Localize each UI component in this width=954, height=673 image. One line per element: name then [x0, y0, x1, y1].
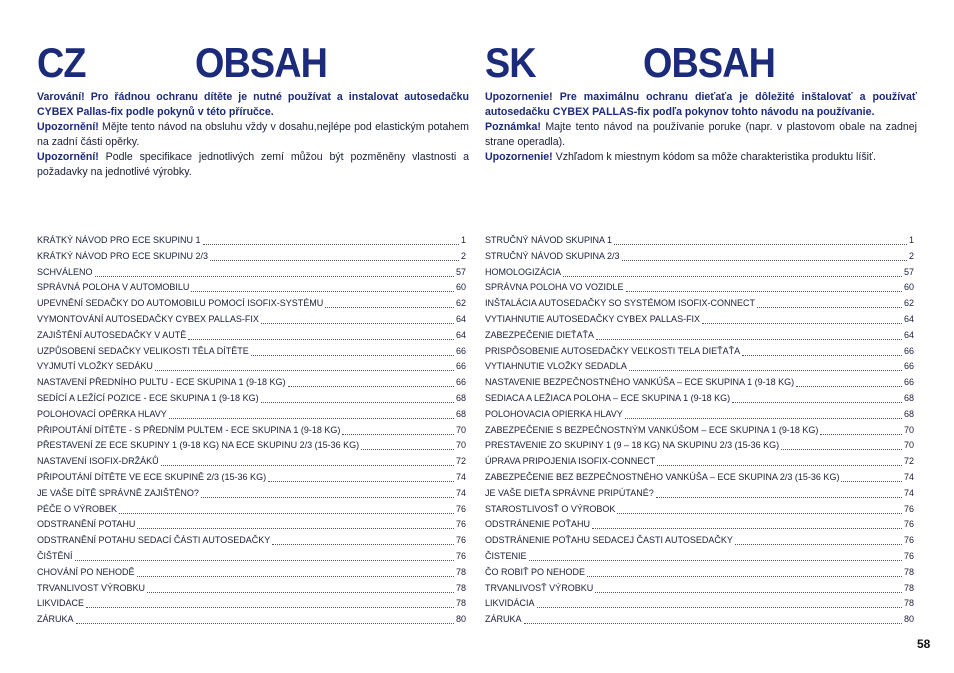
dot-leader [702, 312, 902, 324]
toc-entry[interactable] [485, 296, 914, 312]
dot-leader [342, 423, 454, 435]
toc-entry-label: STRUČNÝ NÁVOD SKUPINA 1 [485, 235, 613, 245]
toc-entry-page: 68 [903, 408, 914, 419]
dot-leader [781, 438, 902, 450]
toc-entry-label: NASTAVENÍ ISOFIX-DRŽÁKŮ [37, 456, 159, 467]
note-text: Majte tento návod na používanie poruke (napr. v plastovom obale na zadnej strane operadla). [485, 121, 917, 148]
note-paragraph [37, 120, 469, 150]
toc-entry[interactable] [485, 486, 914, 502]
dot-leader [563, 265, 902, 277]
toc-entry-label: POLOHOVACÍ OPĚRKA HLAVY [37, 408, 167, 419]
toc-entry[interactable] [485, 517, 914, 533]
toc-entry-page: 64 [903, 329, 914, 340]
toc-entry-page: 64 [455, 329, 466, 340]
toc-entry-page: 57 [903, 266, 914, 277]
toc-entry-page: 70 [903, 440, 914, 451]
dot-leader [210, 249, 459, 261]
dot-leader [524, 612, 902, 624]
dot-leader [742, 344, 902, 356]
dot-leader [288, 375, 454, 387]
toc-entry[interactable] [37, 344, 466, 360]
dot-leader [137, 565, 454, 577]
toc-entry-page: 78 [903, 598, 914, 609]
page-title: OBSAH [195, 39, 328, 86]
warning-text: Upozornenie! Pre maximálnu ochranu dieťaťa je dôležité inštalovať a používať autosedačku CYBEX PALLAS-fix podľa pokynov tohto návodu na používanie. [485, 91, 917, 118]
toc-entry-page: 76 [455, 519, 466, 530]
toc-entry-page: 72 [455, 456, 466, 467]
column-sk [485, 0, 917, 625]
toc-entry-page: 2 [908, 250, 914, 261]
toc-entry-page: 66 [455, 377, 466, 388]
note-lead: Upozornění! [37, 121, 99, 133]
column-cz [37, 0, 469, 625]
toc-entry-page: 62 [903, 298, 914, 309]
toc-entry-label: ZÁRUKA [37, 614, 74, 625]
toc-entry-page: 60 [455, 282, 466, 293]
toc-entry[interactable] [37, 517, 466, 533]
toc-entry-page: 70 [903, 424, 914, 435]
toc-entry-page: 72 [903, 456, 914, 467]
toc-entry-label: SEDÍCÍ A LEŽÍCÍ POZICE - ECE SKUPINA 1 (9-18 KG) [37, 392, 259, 403]
toc-entry[interactable] [485, 533, 914, 549]
toc-entry-label: JE VAŠE DIEŤA SPRÁVNE PRIPÚTANÉ? [485, 487, 654, 498]
toc-entry[interactable] [485, 375, 914, 391]
dot-leader [261, 391, 454, 403]
toc-entry[interactable] [37, 454, 466, 470]
note-lead: Upozornenie! [485, 151, 553, 163]
toc-entry-label: NASTAVENIE BEZPEČNOSTNÉHO VANKÚŠA – ECE SKUPINA 1 (9-18 KG) [485, 377, 795, 388]
toc-entry-page: 60 [903, 282, 914, 293]
toc-entry-label: ZÁRUKA [485, 614, 522, 625]
dot-leader [595, 581, 902, 593]
toc-entry-label: TRVANLIVOST VÝROBKU [37, 582, 146, 593]
dot-leader [629, 359, 902, 371]
dot-leader [268, 470, 454, 482]
toc-entry-page: 74 [903, 471, 914, 482]
toc-entry[interactable] [37, 265, 466, 281]
dot-leader [147, 581, 454, 593]
toc-entry-page: 76 [903, 519, 914, 530]
dot-leader [155, 359, 454, 371]
toc-entry-label: PÉČE O VÝROBEK [37, 503, 118, 514]
toc-entry-label: PRESTAVENIE ZO SKUPINY 1 (9 – 18 KG) NA SKUPINU 2/3 (15-36 KG) [485, 440, 780, 451]
toc-entry[interactable] [485, 359, 914, 375]
toc-entry[interactable] [37, 502, 466, 518]
toc-entry[interactable] [37, 486, 466, 502]
toc-entry[interactable] [485, 438, 914, 454]
toc-entry[interactable] [485, 407, 914, 423]
toc-entry[interactable] [485, 454, 914, 470]
dot-leader [735, 533, 902, 545]
toc-entry-page: 2 [460, 250, 466, 261]
toc-entry-label: ZAJIŠTĚNÍ AUTOSEDAČKY V AUTĚ [37, 329, 187, 340]
note-lead: Upozornění! [37, 151, 99, 163]
dot-leader [657, 454, 902, 466]
dot-leader [137, 517, 454, 529]
toc-entry[interactable] [37, 612, 466, 628]
toc-entry-page: 74 [455, 487, 466, 498]
toc-entry-label: ČIŠTĚNÍ [37, 550, 73, 561]
dot-leader [272, 533, 454, 545]
toc-entry-page: 66 [903, 377, 914, 388]
toc-entry-label: SPRÁVNÁ POLOHA V AUTOMOBILU [37, 282, 190, 293]
toc-entry-page: 1 [460, 235, 466, 245]
dot-leader [119, 502, 454, 514]
toc-entry[interactable] [485, 549, 914, 565]
language-code: SK [485, 39, 536, 86]
toc-entry-page: 76 [903, 535, 914, 546]
toc-entry[interactable] [37, 549, 466, 565]
header-sk [485, 0, 917, 90]
dot-leader [361, 438, 454, 450]
toc-entry-label: VYTIAHNUTIE AUTOSEDAČKY CYBEX PALLAS-FIX [485, 313, 701, 324]
toc-entry-page: 64 [455, 313, 466, 324]
page-number: 58 [917, 637, 931, 651]
dot-leader [841, 470, 902, 482]
toc-entry-label: ODSTRÁNENIE POŤAHU [485, 519, 591, 530]
toc-entry-page: 66 [455, 345, 466, 356]
dot-leader [592, 517, 902, 529]
toc-entry-page: 78 [903, 566, 914, 577]
dot-leader [529, 549, 902, 561]
toc-entry[interactable] [37, 438, 466, 454]
toc-entry[interactable] [37, 565, 466, 581]
toc-entry[interactable] [37, 581, 466, 597]
toc-entry-label: LIKVIDACE [37, 598, 85, 609]
toc-entry[interactable] [485, 344, 914, 360]
dot-leader [261, 312, 454, 324]
toc-entry-label: STRUČNÝ NÁVOD SKUPINA 2/3 [485, 250, 620, 261]
dot-leader [625, 407, 902, 419]
toc-entry[interactable] [37, 533, 466, 549]
toc-entry-page: 76 [455, 535, 466, 546]
language-code: CZ [37, 39, 86, 86]
toc-entry-label: HOMOLOGIZÁCIA [485, 266, 562, 277]
toc-entry[interactable] [485, 596, 914, 612]
toc-entry[interactable] [485, 233, 914, 249]
toc-entry-label: LIKVIDÁCIA [485, 598, 535, 609]
toc-entry-page: 78 [903, 582, 914, 593]
toc-entry-label: PRISPÔSOBENIE AUTOSEDAČKY VEĽKOSTI TELA DIEŤAŤA [485, 345, 741, 356]
toc-entry[interactable] [37, 280, 466, 296]
toc-entry-label: VYTIAHNUTIE VLOŽKY SEDADLA [485, 361, 627, 372]
toc-entry-page: 76 [903, 550, 914, 561]
warning-text: Varování! Pro řádnou ochranu dítěte je nutné používat a instalovat autosedačku CYBEX Pallas-fix podle pokynů v této příručce. [37, 91, 469, 118]
dot-leader [587, 565, 902, 577]
toc-entry-page: 76 [455, 550, 466, 561]
dot-leader [161, 454, 454, 466]
toc-entry-page: 66 [903, 361, 914, 372]
dot-leader [169, 407, 454, 419]
page-title: OBSAH [643, 39, 776, 86]
toc-entry[interactable] [37, 407, 466, 423]
toc-entry-page: 68 [455, 408, 466, 419]
note-lead: Poznámka! [485, 121, 541, 133]
dot-leader [201, 486, 454, 498]
dot-leader [656, 486, 902, 498]
toc-entry-label: STAROSTLIVOSŤ O VÝROBOK [485, 503, 616, 514]
toc-entry[interactable] [485, 470, 914, 486]
toc-entry-label: JE VAŠE DÍTĚ SPRÁVNĚ ZAJIŠTĚNO? [37, 487, 199, 498]
toc-entry-label: VYMONTOVÁNÍ AUTOSEDAČKY CYBEX PALLAS-FIX [37, 313, 259, 324]
toc-entry-label: UPEVNĚNÍ SEDAČKY DO AUTOMOBILU POMOCÍ ISOFIX-SYSTÉMU [37, 298, 324, 309]
toc-entry-page: 74 [903, 487, 914, 498]
toc-entry[interactable] [485, 565, 914, 581]
table-of-contents-cz [37, 233, 466, 628]
toc-entry-page: 80 [455, 614, 466, 625]
toc-entry[interactable] [37, 233, 466, 249]
toc-entry[interactable] [37, 296, 466, 312]
toc-entry-page: 76 [903, 503, 914, 514]
toc-entry-page: 78 [455, 582, 466, 593]
dot-leader [796, 375, 902, 387]
toc-entry[interactable] [485, 502, 914, 518]
dot-leader [251, 344, 454, 356]
toc-entry-page: 78 [455, 566, 466, 577]
note-text: Podle specifikace jednotlivých zemí můžou být pozměněny vlastnosti a požadavky na jednotlivé výrobky. [37, 151, 469, 178]
toc-entry[interactable] [37, 312, 466, 328]
toc-entry[interactable] [37, 359, 466, 375]
toc-entry-label: KRÁTKÝ NÁVOD PRO ECE SKUPINU 1 [37, 235, 201, 245]
toc-entry-label: PŘESTAVENÍ ZE ECE SKUPINY 1 (9-18 KG) NA ECE SKUPINU 2/3 (15-36 KG) [37, 440, 360, 451]
toc-entry-page: 68 [455, 392, 466, 403]
header-cz [37, 0, 469, 90]
toc-entry-page: 1 [908, 235, 914, 245]
dot-leader [626, 280, 902, 292]
toc-entry-label: NASTAVENÍ PŘEDNÍHO PULTU - ECE SKUPINA 1 (9-18 KG) [37, 377, 286, 388]
toc-entry-label: ODSTRANĚNÍ POTAHU [37, 519, 136, 530]
toc-entry-label: UZPŮSOBENÍ SEDAČKY VELIKOSTI TĚLA DÍTĚTE [37, 345, 249, 356]
toc-entry[interactable] [485, 328, 914, 344]
toc-entry[interactable] [485, 391, 914, 407]
toc-entry-label: ZABEZPEČENIE S BEZPEČNOSTNÝM VANKÚŠOM – ECE SKUPINA 1 (9-18 KG) [485, 424, 819, 435]
toc-entry[interactable] [37, 391, 466, 407]
dot-leader [757, 296, 902, 308]
toc-entry-page: 68 [903, 392, 914, 403]
toc-entry-page: 74 [455, 471, 466, 482]
dot-leader [191, 280, 454, 292]
note-paragraph [485, 120, 917, 150]
toc-entry-label: INŠTALÁCIA AUTOSEDAČKY SO SYSTÉMOM ISOFIX-CONNECT [485, 298, 756, 309]
dot-leader [76, 612, 454, 624]
toc-entry-page: 62 [455, 298, 466, 309]
toc-entry-label: PŘIPOUTÁNÍ DÍTĚTE VE ECE SKUPINĚ 2/3 (15-36 KG) [37, 471, 267, 482]
toc-entry-label: ODSTRANĚNÍ POTAHU SEDACÍ ČÁSTI AUTOSEDAČKY [37, 535, 271, 546]
dot-leader [614, 233, 907, 245]
dot-leader [596, 328, 902, 340]
toc-entry[interactable] [485, 312, 914, 328]
toc-entry-label: CHOVÁNÍ PO NEHODĚ [37, 566, 135, 577]
intro-sk [485, 90, 917, 165]
intro-cz [37, 90, 469, 180]
toc-entry-label: KRÁTKÝ NÁVOD PRO ECE SKUPINU 2/3 [37, 250, 209, 261]
dot-leader [325, 296, 454, 308]
toc-entry-label: POLOHOVACIA OPIERKA HLAVY [485, 408, 623, 419]
toc-entry[interactable] [37, 423, 466, 439]
note-text: Mějte tento návod na obsluhu vždy v dosahu,nejlépe pod elastickým potahem na zadní části opěrky. [37, 121, 469, 148]
toc-entry[interactable] [37, 470, 466, 486]
toc-entry-label: TRVANLIVOSŤ VÝROBKU [485, 582, 594, 593]
toc-entry-label: VYJMUTÍ VLOŽKY SEDÁKU [37, 361, 153, 372]
toc-entry[interactable] [37, 375, 466, 391]
toc-entry[interactable] [485, 280, 914, 296]
dot-leader [188, 328, 454, 340]
dot-leader [95, 265, 454, 277]
dot-leader [622, 249, 907, 261]
toc-entry-page: 78 [455, 598, 466, 609]
toc-entry-page: 64 [903, 313, 914, 324]
toc-entry-page: 76 [455, 503, 466, 514]
dot-leader [537, 596, 902, 608]
toc-entry-page: 57 [455, 266, 466, 277]
toc-entry-label: SPRÁVNA POLOHA VO VOZIDLE [485, 282, 624, 293]
toc-entry-label: ODSTRÁNENIE POŤAHU SEDACEJ ČASTI AUTOSEDAČKY [485, 535, 733, 546]
dot-leader [732, 391, 902, 403]
dot-leader [820, 423, 902, 435]
toc-entry[interactable] [485, 423, 914, 439]
note-paragraph [485, 150, 917, 165]
toc-entry-label: SCHVÁLENO [37, 266, 93, 277]
dot-leader [75, 549, 454, 561]
toc-entry-page: 66 [455, 361, 466, 372]
table-of-contents-sk [485, 233, 914, 628]
toc-entry[interactable] [485, 265, 914, 281]
dot-leader [617, 502, 902, 514]
toc-entry[interactable] [485, 581, 914, 597]
toc-entry-page: 70 [455, 424, 466, 435]
toc-entry[interactable] [37, 249, 466, 265]
toc-entry[interactable] [485, 612, 914, 628]
toc-entry-label: SEDIACA A LEŽIACA POLOHA – ECE SKUPINA 1 (9-18 KG) [485, 392, 731, 403]
toc-entry-label: ČISTENIE [485, 550, 527, 561]
toc-entry-label: PŘIPOUTÁNÍ DÍTĚTE - S PŘEDNÍM PULTEM - ECE SKUPINA 1 (9-18 KG) [37, 424, 341, 435]
toc-entry-label: ZABEZPEČENIE BEZ BEZPEČNOSTNÉHO VANKÚŠA – ECE SKUPINA 2/3 (15-36 KG) [485, 471, 840, 482]
toc-entry-page: 70 [455, 440, 466, 451]
toc-entry-label: ÚPRAVA PRIPOJENIA ISOFIX-CONNECT [485, 456, 656, 467]
toc-entry[interactable] [485, 249, 914, 265]
toc-entry-page: 80 [903, 614, 914, 625]
toc-entry-label: ČO ROBIŤ PO NEHODE [485, 566, 586, 577]
toc-entry-page: 66 [903, 345, 914, 356]
toc-entry[interactable] [37, 596, 466, 612]
note-paragraph [37, 150, 469, 180]
note-text: Vzhľadom k miestnym kódom sa môže charakteristika produktu líšiť. [552, 151, 876, 163]
dot-leader [203, 233, 459, 245]
toc-entry[interactable] [37, 328, 466, 344]
dot-leader [86, 596, 454, 608]
toc-entry-label: ZABEZPEČENIE DIEŤAŤA [485, 329, 595, 340]
